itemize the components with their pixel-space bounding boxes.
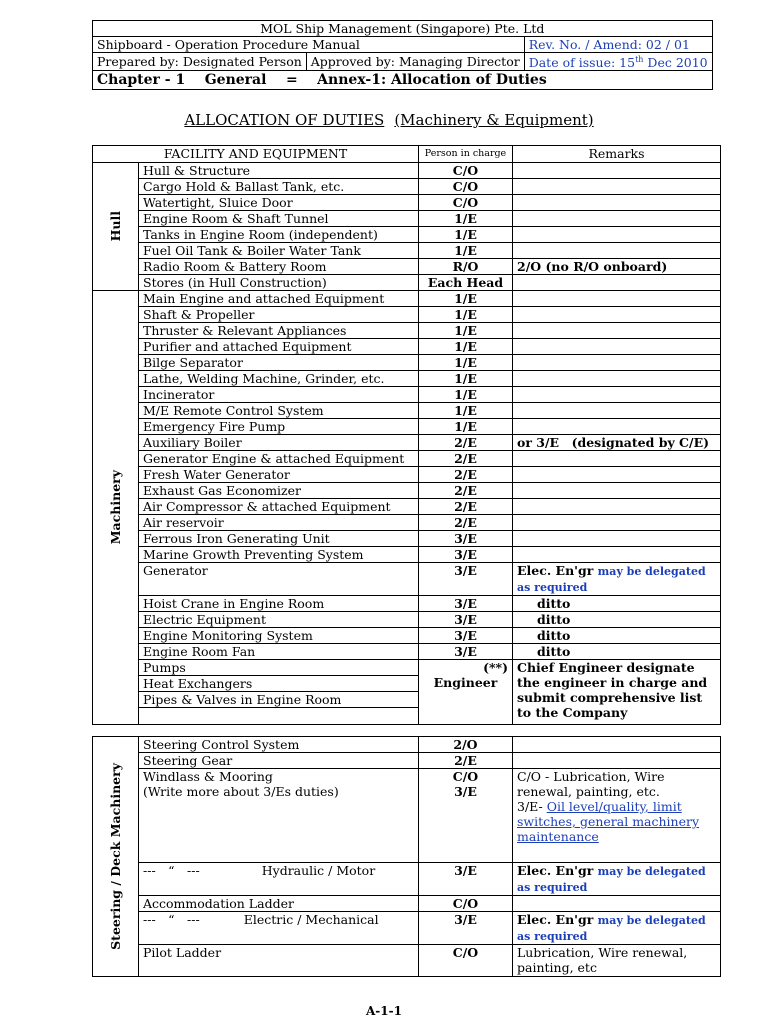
person-cell: C/O [419, 163, 513, 179]
facility-cell: Thruster & Relevant Appliances [139, 323, 419, 339]
person-cell: 2/E [419, 515, 513, 531]
table-header-row [93, 146, 721, 163]
remarks-cell [513, 323, 721, 339]
person-cell: 1/E [419, 355, 513, 371]
person-note: (**) [483, 660, 508, 675]
person-cell: 2/E [419, 435, 513, 451]
facility-cell: Emergency Fire Pump [139, 419, 419, 435]
ditto-mark: --- “ --- [143, 863, 200, 878]
person-cell: C/O [419, 195, 513, 211]
person-cell: 1/E [419, 339, 513, 355]
person-cell: 1/E [419, 403, 513, 419]
remarks-cell: 2/O (no R/O onboard) [513, 259, 721, 275]
table-row [93, 227, 721, 243]
facility-cell: Hoist Crane in Engine Room [139, 596, 419, 612]
person-cell: 2/E [419, 483, 513, 499]
facility-cell: Purifier and attached Equipment [139, 339, 419, 355]
remarks-text: Elec. En'gr [517, 563, 598, 578]
person-cell: R/O [419, 259, 513, 275]
facility-cell: Main Engine and attached Equipment [139, 291, 419, 307]
table-row [93, 323, 721, 339]
issue-date: Date of issue: 15th Dec 2010 [524, 53, 712, 71]
category-label: Hull [108, 211, 123, 242]
table-row [93, 451, 721, 467]
remarks-cell: Lubrication, Wire renewal, painting, etc [513, 945, 721, 977]
remarks-cell [513, 483, 721, 499]
remarks-cell [513, 227, 721, 243]
table-row [93, 628, 721, 644]
remarks-cell [513, 307, 721, 323]
remarks-cell: Chief Engineer designate the engineer in charge and submit comprehensive list to the Company [513, 660, 721, 725]
table-row [93, 179, 721, 195]
remarks-cell [513, 163, 721, 179]
remarks-cell [513, 531, 721, 547]
person-cell: 2/E [419, 753, 513, 769]
remarks-text: Elec. En'gr [517, 912, 598, 927]
person-cell: 1/E [419, 227, 513, 243]
table-row [93, 753, 721, 769]
category-label: Steering / Deck Machinery [108, 763, 123, 950]
person-cell: 3/E [419, 547, 513, 563]
person-engineer: Engineer [433, 675, 498, 690]
remarks-cell [513, 563, 721, 596]
table-row [93, 211, 721, 227]
table-row [93, 563, 721, 596]
facility-cell: Auxiliary Boiler [139, 435, 419, 451]
remarks-text: Elec. En'gr [517, 863, 598, 878]
facility-cell: Pipes & Valves in Engine Room [139, 692, 419, 708]
delegation-note: may be delegated as required [517, 914, 706, 943]
maintenance-link: Oil level/quality, limit switches, general machinery maintenance [517, 799, 700, 844]
facility-column-header: FACILITY AND EQUIPMENT [93, 146, 419, 163]
remarks-cell [513, 863, 721, 896]
remarks-cell [513, 371, 721, 387]
remarks-cell: ditto [513, 628, 721, 644]
remarks-cell: ditto [513, 612, 721, 628]
person-cell: 3/E [419, 596, 513, 612]
table-row [93, 547, 721, 563]
person-cell: 3/E [419, 628, 513, 644]
remarks-line: C/O - Lubrication, Wire renewal, painting, etc. [517, 769, 665, 799]
person-cell: 1/E [419, 307, 513, 323]
facility-cell: Air Compressor & attached Equipment [139, 499, 419, 515]
table-row [93, 515, 721, 531]
facility-cell: Pumps [139, 660, 419, 676]
facility-cell: Pilot Ladder [139, 945, 419, 977]
table-row [93, 863, 721, 896]
facility-text: Hydraulic / Motor [261, 863, 376, 878]
remarks-column-header: Remarks [513, 146, 721, 163]
person-cell: 1/E [419, 387, 513, 403]
remarks-cell [513, 211, 721, 227]
facility-line: (Write more about 3/Es duties) [143, 784, 339, 799]
table-row [93, 291, 721, 307]
table-row [93, 275, 721, 291]
person-cell: 1/E [419, 291, 513, 307]
person-cell: C/O [419, 896, 513, 912]
facility-cell [139, 863, 419, 896]
facility-cell: Engine Room Fan [139, 644, 419, 660]
duties-table [92, 145, 721, 977]
remarks-cell [513, 912, 721, 945]
facility-cell: Air reservoir [139, 515, 419, 531]
remarks-cell [513, 515, 721, 531]
remarks-cell [513, 451, 721, 467]
remarks-cell [513, 275, 721, 291]
table-row [93, 896, 721, 912]
spacer-cell [93, 725, 721, 737]
facility-cell: Shaft & Propeller [139, 307, 419, 323]
spacer-row [93, 725, 721, 737]
table-row [93, 419, 721, 435]
person-cell: 3/E [419, 863, 513, 896]
facility-cell: Bilge Separator [139, 355, 419, 371]
facility-cell: M/E Remote Control System [139, 403, 419, 419]
table-row [93, 737, 721, 753]
facility-cell: Radio Room & Battery Room [139, 259, 419, 275]
remarks-cell [513, 243, 721, 259]
facility-cell: Hull & Structure [139, 163, 419, 179]
table-row [93, 644, 721, 660]
table-row [93, 435, 721, 451]
facility-cell: Accommodation Ladder [139, 896, 419, 912]
remarks-cell [513, 339, 721, 355]
remarks-cell [513, 291, 721, 307]
chapter-title: Chapter - 1 General = Annex-1: Allocation of Duties [93, 71, 713, 90]
facility-cell: Watertight, Sluice Door [139, 195, 419, 211]
remarks-cell [513, 195, 721, 211]
table-row [93, 612, 721, 628]
table-row [93, 355, 721, 371]
person-cell [419, 660, 513, 725]
category-cell [93, 737, 139, 977]
delegation-note: may be delegated as required [517, 865, 706, 894]
remarks-cell [513, 179, 721, 195]
table-row [93, 387, 721, 403]
table-row [93, 531, 721, 547]
facility-cell: Steering Gear [139, 753, 419, 769]
facility-cell: Incinerator [139, 387, 419, 403]
remarks-cell [513, 403, 721, 419]
table-row [93, 195, 721, 211]
remarks-cell [513, 387, 721, 403]
empty-cell [139, 708, 419, 725]
table-row [93, 259, 721, 275]
remarks-cell [513, 467, 721, 483]
person-cell: 3/E [419, 563, 513, 596]
facility-text: Electric / Mechanical [243, 912, 379, 927]
person-cell: 2/E [419, 499, 513, 515]
table-row [93, 945, 721, 977]
remarks-cell [513, 753, 721, 769]
facility-cell: Exhaust Gas Economizer [139, 483, 419, 499]
remarks-cell: or 3/E (designated by C/E) [513, 435, 721, 451]
facility-cell: Ferrous Iron Generating Unit [139, 531, 419, 547]
person-cell: 3/E [419, 612, 513, 628]
person-cell: 3/E [419, 531, 513, 547]
facility-cell [139, 912, 419, 945]
facility-cell: Engine Room & Shaft Tunnel [139, 211, 419, 227]
company-name: MOL Ship Management (Singapore) Pte. Ltd [93, 21, 713, 37]
person-column-header: Person in charge [419, 146, 513, 163]
remarks-cell [513, 355, 721, 371]
remarks-cell: ditto [513, 644, 721, 660]
remarks-cell [513, 896, 721, 912]
person-cell: 2/E [419, 467, 513, 483]
person-line: 3/E [454, 784, 477, 799]
table-row [93, 467, 721, 483]
remarks-cell [513, 547, 721, 563]
person-cell: Each Head [419, 275, 513, 291]
document-header [92, 20, 713, 90]
facility-cell: Marine Growth Preventing System [139, 547, 419, 563]
person-cell: 2/E [419, 451, 513, 467]
person-line: C/O [452, 769, 479, 784]
table-row [93, 403, 721, 419]
remarks-prefix: 3/E- [517, 799, 547, 814]
facility-cell: Engine Monitoring System [139, 628, 419, 644]
remarks-cell [513, 737, 721, 753]
person-cell [419, 769, 513, 863]
facility-cell: Heat Exchangers [139, 676, 419, 692]
person-cell: 2/O [419, 737, 513, 753]
table-row [93, 307, 721, 323]
person-cell: 3/E [419, 644, 513, 660]
prepared-by: Prepared by: Designated Person [93, 53, 307, 71]
delegation-note: may be delegated as required [517, 565, 706, 594]
table-row [93, 339, 721, 355]
table-row [93, 596, 721, 612]
manual-name: Shipboard - Operation Procedure Manual [93, 37, 525, 53]
table-row [93, 660, 721, 676]
table-row [93, 483, 721, 499]
facility-cell: Electric Equipment [139, 612, 419, 628]
facility-cell: Tanks in Engine Room (independent) [139, 227, 419, 243]
person-cell: 3/E [419, 912, 513, 945]
table-row [93, 499, 721, 515]
approved-by: Approved by: Managing Director [306, 53, 524, 71]
table-row [93, 163, 721, 179]
facility-line: Windlass & Mooring [143, 769, 273, 784]
person-cell: C/O [419, 945, 513, 977]
facility-cell: Generator Engine & attached Equipment [139, 451, 419, 467]
table-row [93, 371, 721, 387]
person-cell: 1/E [419, 371, 513, 387]
facility-cell: Lathe, Welding Machine, Grinder, etc. [139, 371, 419, 387]
facility-cell: Fuel Oil Tank & Boiler Water Tank [139, 243, 419, 259]
person-cell: C/O [419, 179, 513, 195]
facility-cell: Cargo Hold & Ballast Tank, etc. [139, 179, 419, 195]
table-row [93, 912, 721, 945]
table-row [93, 243, 721, 259]
remarks-cell [513, 499, 721, 515]
person-cell: 1/E [419, 419, 513, 435]
remarks-cell [513, 769, 721, 863]
category-cell [93, 163, 139, 291]
facility-cell: Generator [139, 563, 419, 596]
remarks-cell: ditto [513, 596, 721, 612]
page-number: A-1-1 [366, 1004, 402, 1018]
category-label: Machinery [108, 470, 123, 545]
table-row [93, 769, 721, 863]
ditto-mark: --- “ --- [143, 912, 200, 927]
person-cell: 1/E [419, 211, 513, 227]
facility-cell: Stores (in Hull Construction) [139, 275, 419, 291]
revision-number: Rev. No. / Amend: 02 / 01 [524, 37, 712, 53]
facility-cell: Steering Control System [139, 737, 419, 753]
category-cell [93, 291, 139, 725]
facility-cell: Fresh Water Generator [139, 467, 419, 483]
remarks-cell [513, 419, 721, 435]
person-cell: 1/E [419, 243, 513, 259]
facility-cell [139, 769, 419, 863]
remarks-line [517, 799, 716, 844]
page-title: ALLOCATION OF DUTIES (Machinery & Equipment) [184, 111, 594, 129]
person-cell: 1/E [419, 323, 513, 339]
